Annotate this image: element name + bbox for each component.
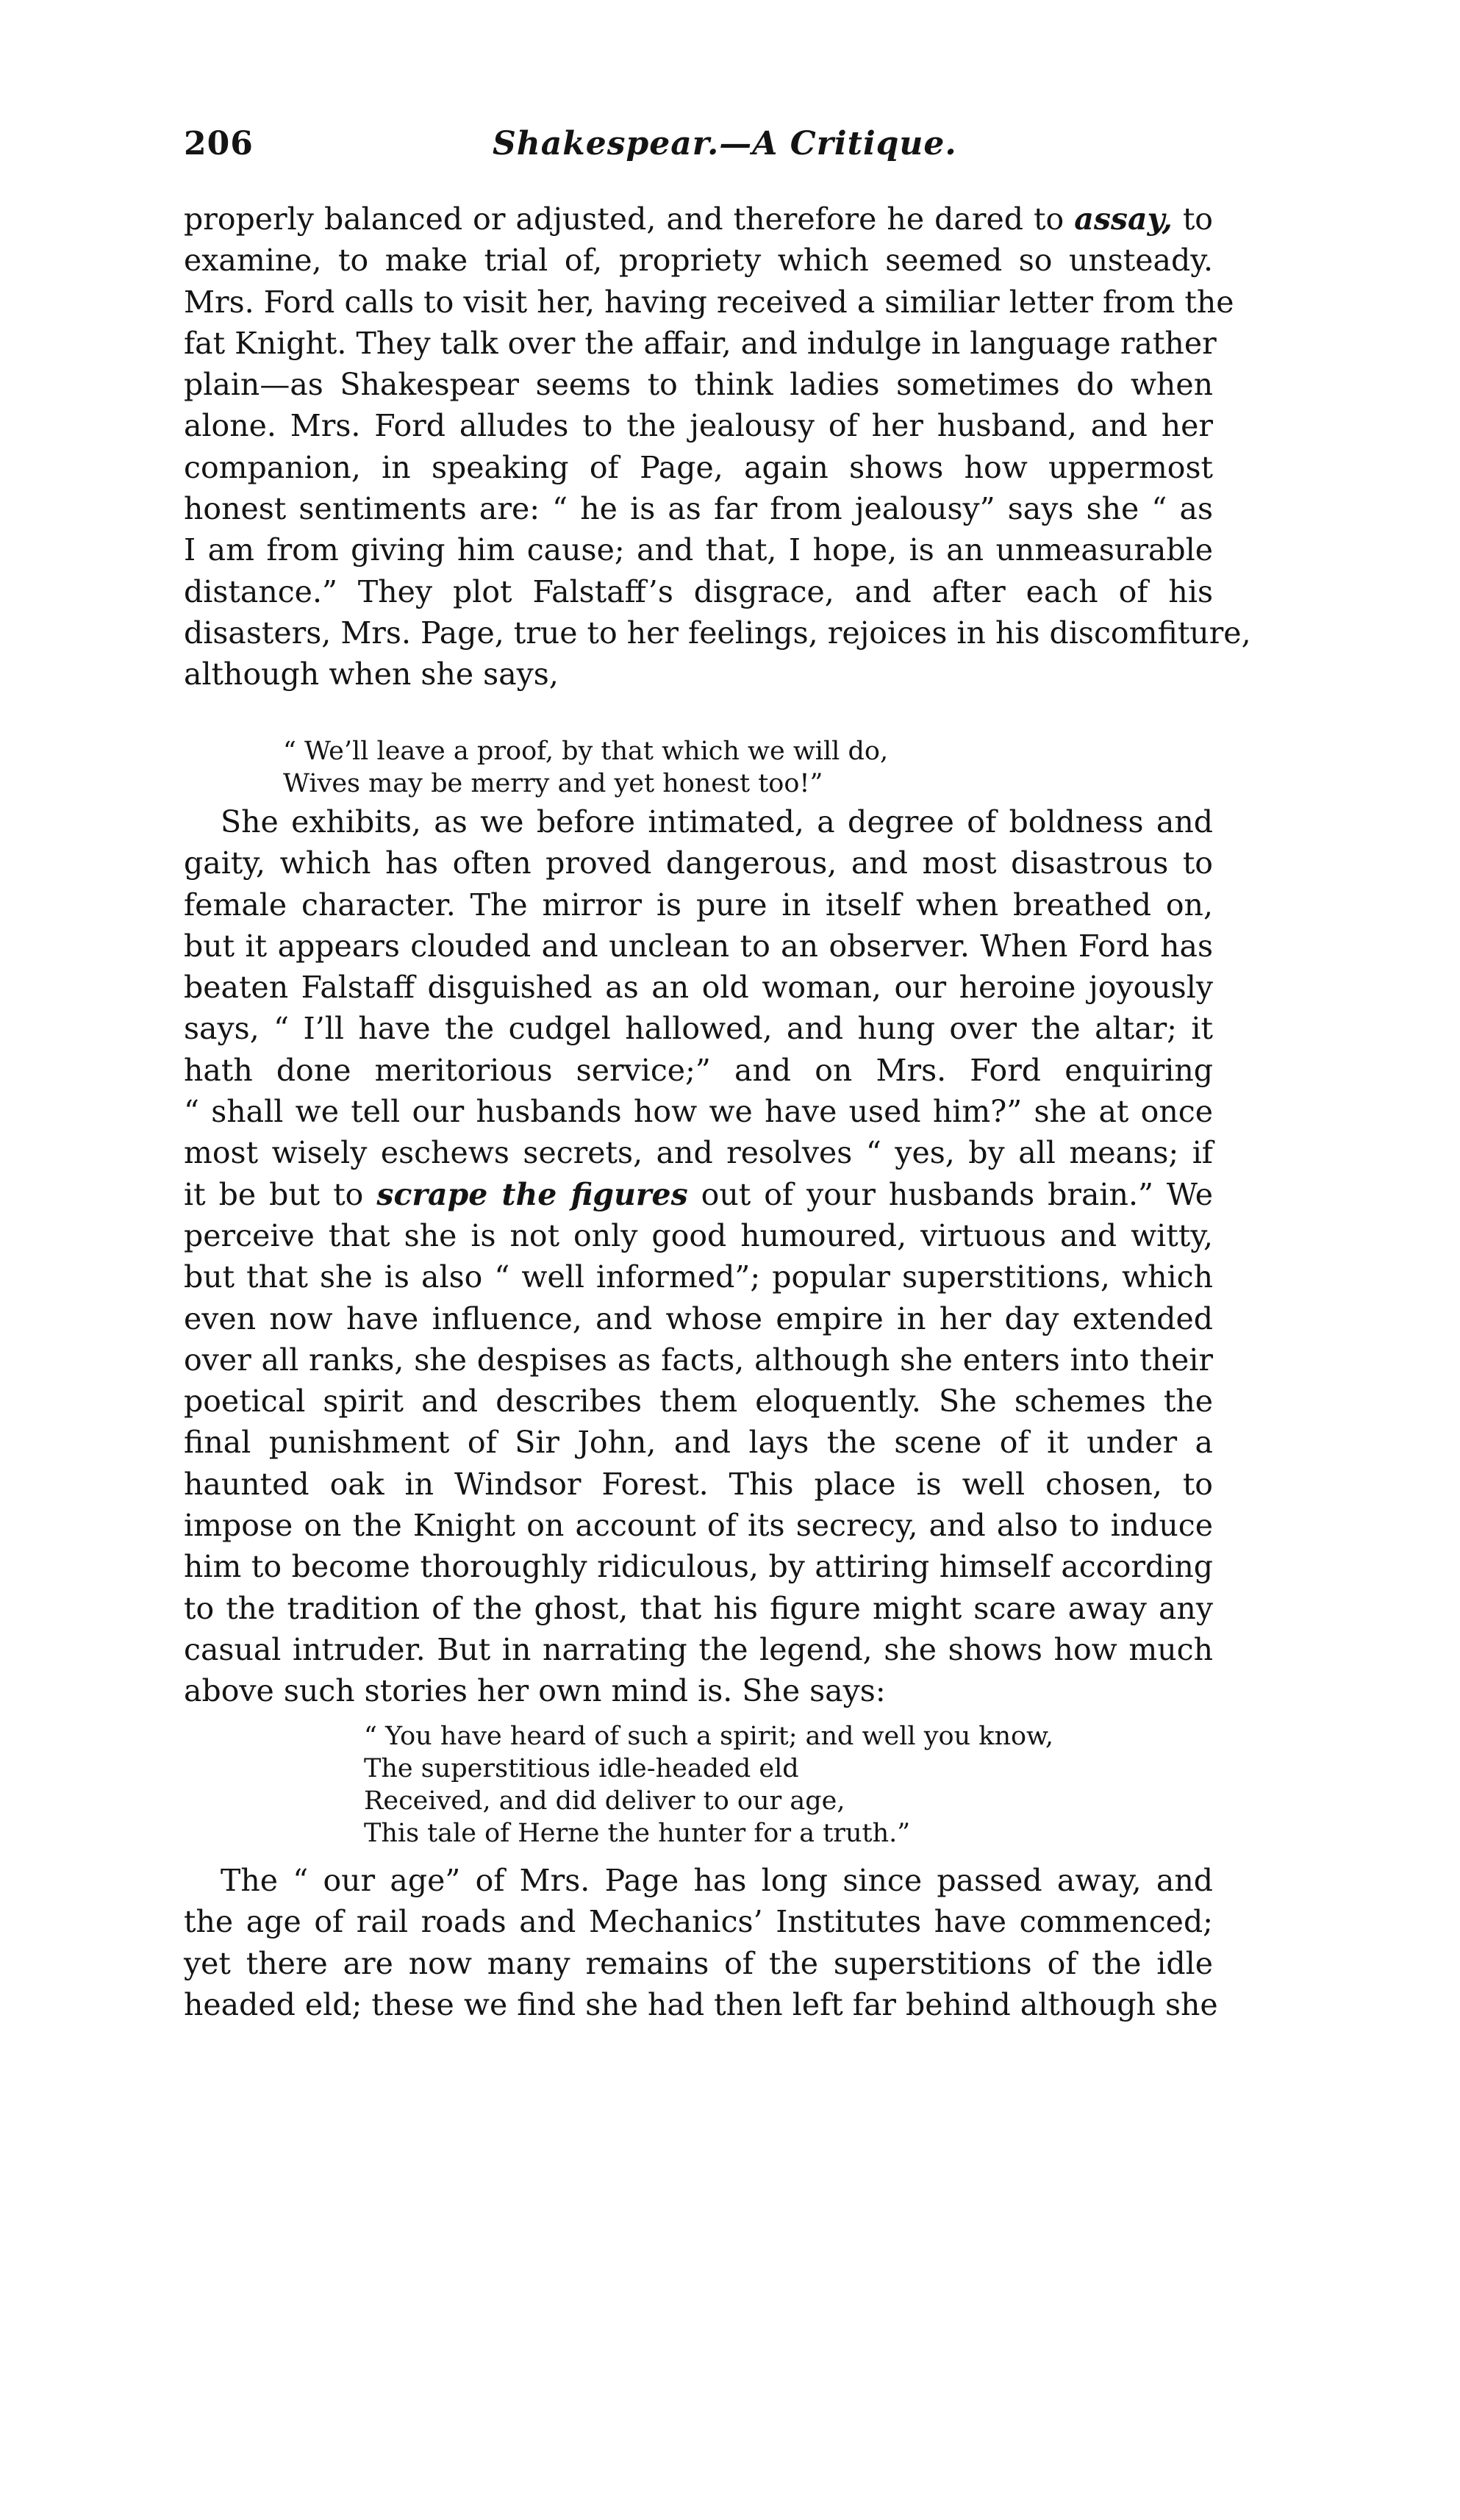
text-segment: hath done meritorious service;” and on Mrs. Ford enquiring bbox=[184, 1052, 1213, 1088]
text-line bbox=[184, 1050, 1213, 1091]
verse-quote-2 bbox=[364, 1720, 1053, 1850]
text-segment: She exhibits, as we before intimated, a degree of boldness and bbox=[221, 804, 1213, 840]
text-line bbox=[184, 1381, 1213, 1422]
text-line bbox=[184, 1546, 1213, 1587]
text-segment: above such stories her own mind is. She says: bbox=[184, 1673, 886, 1709]
text-segment: even now have influence, and whose empire in her day extended bbox=[184, 1300, 1213, 1336]
text-line bbox=[184, 1588, 1213, 1629]
text-line bbox=[184, 1298, 1213, 1339]
text-segment: properly balanced or adjusted, and therefore he dared to bbox=[184, 201, 1075, 237]
text-line bbox=[184, 1339, 1213, 1381]
text-line bbox=[184, 240, 1213, 281]
text-segment: gaity, which has often proved dangerous, and most disastrous to bbox=[184, 845, 1213, 881]
text-segment: but that she is also “ well informed”; popular superstitions, which bbox=[184, 1259, 1213, 1295]
text-segment: but it appears clouded and unclean to an observer. When Ford has bbox=[184, 928, 1213, 964]
text-segment: distance.” They plot Falstaff’s disgrace, and after each of his bbox=[184, 573, 1213, 609]
text-segment: haunted oak in Windsor Forest. This place is well chosen, to bbox=[184, 1466, 1213, 1502]
text-line bbox=[184, 1422, 1213, 1463]
text-segment: fat Knight. They talk over the affair, and indulge in language rather bbox=[184, 325, 1217, 361]
text-line bbox=[184, 1132, 1213, 1173]
text-line bbox=[184, 1984, 1218, 2025]
text-segment: poetical spirit and describes them eloquently. She schemes the bbox=[184, 1384, 1213, 1420]
text-line bbox=[184, 1901, 1213, 1942]
text-segment: out of your husbands brain.” We bbox=[687, 1176, 1213, 1212]
text-line bbox=[184, 1256, 1213, 1297]
text-line bbox=[184, 654, 1213, 695]
text-line bbox=[184, 967, 1213, 1008]
text-segment: female character. The mirror is pure in itself when breathed on, bbox=[184, 887, 1213, 923]
text-line bbox=[184, 926, 1213, 967]
text-segment: final punishment of Sir John, and lays the scene of it under a bbox=[184, 1425, 1213, 1461]
text-segment: alone. Mrs. Ford alludes to the jealousy of her husband, and her bbox=[184, 408, 1213, 444]
text-line bbox=[184, 801, 1213, 842]
text-line bbox=[184, 1943, 1213, 1984]
text-line bbox=[184, 405, 1213, 446]
text-segment: Mrs. Ford calls to visit her, having received a similiar letter from the bbox=[184, 284, 1234, 320]
verse-line: “ You have heard of such a spirit; and well you know, bbox=[364, 1722, 1053, 1751]
text-line bbox=[184, 884, 1213, 926]
text-line bbox=[184, 1505, 1213, 1546]
text-segment: to the tradition of the ghost, that his figure might scare away any bbox=[184, 1590, 1213, 1626]
text-segment: to bbox=[1172, 201, 1213, 237]
text-line bbox=[184, 1091, 1213, 1132]
text-line bbox=[184, 488, 1213, 529]
text-segment: impose on the Knight on account of its secrecy, and also to induce bbox=[184, 1508, 1213, 1544]
text-line bbox=[184, 529, 1213, 570]
text-line bbox=[184, 1860, 1213, 1901]
paragraph-3 bbox=[184, 1860, 1218, 2025]
text-line bbox=[184, 1464, 1213, 1505]
text-segment: perceive that she is not only good humoured, virtuous and witty, bbox=[184, 1217, 1213, 1253]
text-segment: disasters, Mrs. Page, true to her feelings, rejoices in his discomfiture, bbox=[184, 615, 1251, 651]
page-number: 206 bbox=[184, 125, 254, 162]
text-segment: headed eld; these we find she had then left far behind although she bbox=[184, 1986, 1218, 2022]
text-segment: The “ our age” of Mrs. Page has long since passed away, and bbox=[221, 1863, 1213, 1898]
text-line bbox=[184, 364, 1213, 405]
text-line bbox=[184, 1174, 1213, 1215]
verse-quote-1 bbox=[283, 735, 888, 800]
italic-phrase: scrape the figures bbox=[376, 1176, 688, 1212]
text-line bbox=[184, 1008, 1213, 1049]
text-segment: honest sentiments are: “ he is as far from jealousy” says she “ as bbox=[184, 491, 1213, 527]
running-title: Shakespear.—A Critique. bbox=[493, 125, 957, 162]
text-segment: casual intruder. But in narrating the legend, she shows how much bbox=[184, 1631, 1213, 1667]
text-line bbox=[184, 447, 1213, 488]
text-line bbox=[184, 323, 1217, 364]
text-segment: examine, to make trial of, propriety which seemed so unsteady. bbox=[184, 243, 1213, 279]
paragraph-2 bbox=[184, 801, 1213, 1712]
text-segment: although when she says, bbox=[184, 656, 559, 692]
text-segment: yet there are now many remains of the superstitions of the idle bbox=[184, 1945, 1213, 1981]
text-segment: plain—as Shakespear seems to think ladies sometimes do when bbox=[184, 367, 1213, 403]
italic-phrase: assay, bbox=[1074, 201, 1173, 237]
text-line bbox=[184, 1629, 1213, 1670]
text-line bbox=[184, 1670, 1213, 1711]
text-line bbox=[184, 842, 1213, 884]
text-line bbox=[184, 571, 1213, 612]
text-segment: most wisely eschews secrets, and resolves “ yes, by all means; if bbox=[184, 1135, 1213, 1171]
text-segment: it be but to bbox=[184, 1176, 377, 1212]
verse-line: The superstitious idle-headed eld bbox=[364, 1754, 799, 1783]
verse-line: This tale of Herne the hunter for a truth.” bbox=[364, 1819, 911, 1848]
paragraph-1 bbox=[184, 198, 1251, 695]
text-line bbox=[184, 282, 1234, 323]
text-segment: I am from giving him cause; and that, I hope, is an unmeasurable bbox=[184, 532, 1213, 568]
text-line bbox=[184, 612, 1251, 654]
page-header bbox=[184, 125, 1213, 184]
text-line bbox=[184, 1215, 1213, 1256]
verse-line: Wives may be merry and yet honest too!” bbox=[283, 769, 823, 798]
text-segment: companion, in speaking of Page, again shows how uppermost bbox=[184, 449, 1213, 485]
text-segment: says, “ I’ll have the cudgel hallowed, and hung over the altar; it bbox=[184, 1011, 1213, 1047]
verse-line: “ We’ll leave a proof, by that which we will do, bbox=[283, 737, 889, 766]
text-segment: the age of rail roads and Mechanics’ Institutes have commenced; bbox=[184, 1904, 1213, 1940]
text-segment: him to become thoroughly ridiculous, by attiring himself according bbox=[184, 1549, 1213, 1585]
text-segment: beaten Falstaff disguished as an old woman, our heroine joyously bbox=[184, 970, 1213, 1006]
verse-line: Received, and did deliver to our age, bbox=[364, 1786, 845, 1816]
text-segment: over all ranks, she despises as facts, although she enters into their bbox=[184, 1342, 1213, 1378]
text-line bbox=[184, 198, 1213, 240]
text-segment: “ shall we tell our husbands how we have used him?” she at once bbox=[184, 1094, 1213, 1130]
